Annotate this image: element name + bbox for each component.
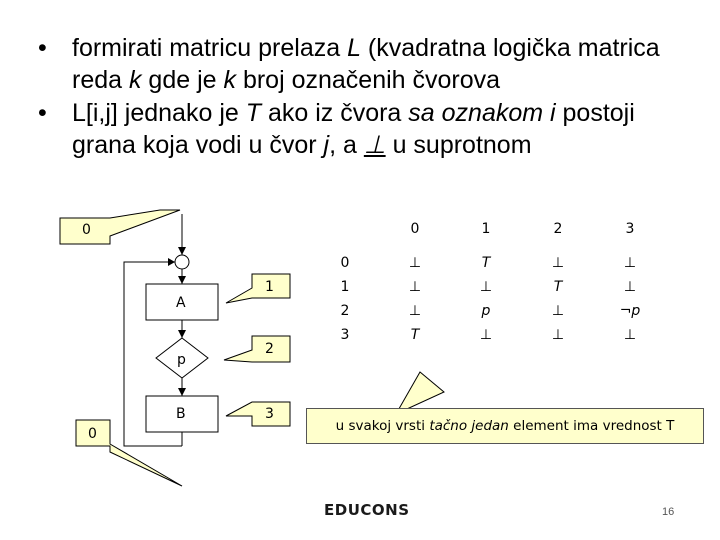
matrix-cell: p	[481, 303, 491, 319]
callout-1-label: 1	[265, 279, 274, 295]
note-suffix: element ima vrednost T	[508, 418, 675, 434]
box-a-label: A	[176, 295, 186, 311]
bullet-dot: •	[38, 34, 47, 62]
bullet-run: k	[128, 66, 142, 94]
bullet-run: broj označenih čvorova	[236, 66, 501, 94]
matrix-col-header: 0	[410, 221, 420, 237]
matrix-cell: ⊥	[551, 303, 565, 319]
matrix-cell: T	[410, 327, 420, 343]
matrix-cell: ⊥	[623, 327, 637, 343]
page-number: 16	[662, 506, 675, 518]
bullet-dot: •	[38, 99, 47, 127]
matrix-cell: ⊥	[623, 255, 637, 271]
bullet-run: gde je	[141, 66, 224, 94]
diamond-p-label: p	[177, 352, 186, 368]
matrix-cell: T	[481, 255, 491, 271]
arrow-head	[178, 330, 186, 338]
callout-2-label: 2	[265, 341, 274, 357]
matrix-cell: ⊥	[408, 303, 422, 319]
bullet-run: postoji grana koja vodi u čvor	[72, 99, 635, 159]
arrow-head	[178, 276, 186, 284]
bullet-run: k	[223, 66, 236, 94]
bullet-run: T	[245, 99, 261, 127]
bullet-run: L	[347, 34, 361, 62]
matrix-cell: ¬p	[619, 303, 641, 319]
matrix-row-label: 3	[340, 327, 350, 343]
bullet-run: (kvadratna logička matrica reda	[72, 34, 660, 94]
matrix-cell: ⊥	[551, 327, 565, 343]
educons-logo: EDUCONS	[324, 501, 410, 519]
bullet-run: ⊥	[363, 131, 386, 159]
callout-1-shape	[226, 274, 290, 303]
matrix-cell: ⊥	[551, 255, 565, 271]
bullet-run: j	[323, 131, 330, 159]
transition-matrix	[330, 213, 670, 353]
matrix-cell: T	[553, 279, 563, 295]
arrow-head	[178, 388, 186, 396]
top-callout-label: 0	[82, 222, 91, 238]
matrix-cell: ⊥	[408, 255, 422, 271]
matrix-cell: ⊥	[408, 279, 422, 295]
bullet-run: formirati matricu prelaza	[72, 34, 348, 62]
matrix-col-header: 1	[481, 221, 491, 237]
junction-node	[175, 255, 189, 269]
callout-3-shape	[226, 402, 290, 426]
bullet-run: , a	[329, 131, 364, 159]
bullet-run: L[i,j] jednako je	[72, 99, 246, 127]
matrix-row-label: 2	[340, 303, 350, 319]
note-callout	[306, 408, 704, 444]
top-callout-shape	[60, 210, 180, 244]
arrow-head	[178, 247, 186, 255]
bullet-run: sa oznakom i	[408, 99, 556, 127]
matrix-row-label: 0	[340, 255, 350, 271]
callout-2-shape	[224, 336, 290, 362]
box-b-label: B	[176, 406, 186, 422]
matrix-col-header: 2	[553, 221, 563, 237]
matrix-cell: ⊥	[479, 327, 493, 343]
note-prefix: u svakoj vrsti	[335, 418, 430, 434]
matrix-row-label: 1	[340, 279, 350, 295]
bullet-run: u suprotnom	[385, 131, 532, 159]
matrix-col-header: 3	[625, 221, 635, 237]
matrix-cell: ⊥	[479, 279, 493, 295]
matrix-cell: ⊥	[623, 279, 637, 295]
bullet-run: ako iz čvora	[261, 99, 409, 127]
callout-3-label: 3	[265, 406, 274, 422]
bottom-callout-label: 0	[88, 426, 97, 442]
arrow-head	[168, 258, 175, 266]
note-italic: tačno jedan	[429, 418, 509, 434]
